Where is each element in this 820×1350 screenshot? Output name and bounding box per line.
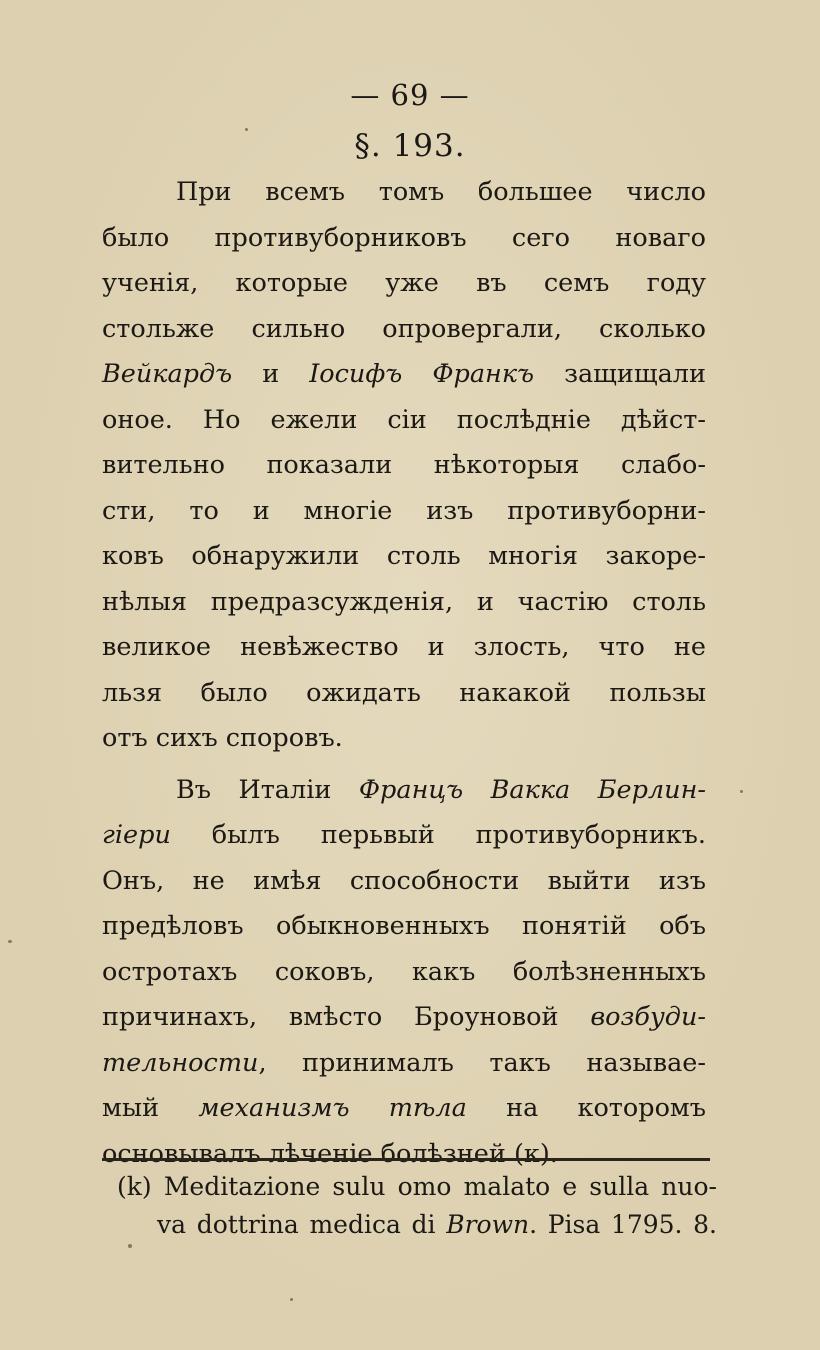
text-line: При всемъ томъ большее число [176, 177, 706, 207]
term-body-mechanism: механизмъ тѣла [198, 1093, 467, 1123]
paper-speck [128, 1244, 132, 1248]
text-line: остротахъ соковъ, какъ болѣзненныхъ [102, 956, 706, 987]
name-joseph-frank: Іосифъ Франкъ [309, 359, 535, 389]
name-brown: Brown [446, 1210, 530, 1239]
text-line [102, 1041, 706, 1087]
text-line [102, 1086, 706, 1132]
text-line: ковъ обнаружили столь многія закоре- [102, 541, 706, 571]
paper-speck [245, 128, 248, 131]
text-line: оное. Но ежели сіи послѣдніе дѣйст- [102, 404, 706, 435]
text-line: Онъ, не имѣя способности выйти изъ [102, 865, 706, 896]
text-fragment: причинахъ, вмѣсто Броуновой [102, 1002, 591, 1032]
name-fragment: гіери [102, 820, 171, 850]
text-fragment: защищали [534, 359, 706, 389]
footnote-line: (k) Meditazione sulu omo malato e sulla nuo- [117, 1172, 717, 1201]
paper-speck [740, 790, 743, 793]
text-fragment: va dottrina medica di [157, 1210, 447, 1239]
term-excitability-end: тельности [102, 1047, 259, 1078]
text-fragment: и [232, 359, 310, 389]
text-line [102, 768, 706, 814]
text-fragment: былъ перьвый противуборникъ. [170, 820, 706, 850]
text-line: великое невѣжество и злость, что не [102, 632, 706, 662]
footnote-rule [102, 1158, 710, 1161]
text-line [102, 995, 706, 1041]
main-text [102, 170, 706, 1177]
text-line: ученія, которые уже въ семъ году [102, 268, 706, 298]
text-line: предѣловъ обыкновенныхъ понятій объ [102, 911, 706, 941]
footnote [117, 1168, 717, 1244]
text-fragment: на которомъ [466, 1093, 706, 1123]
footnote-line [117, 1206, 717, 1244]
text-line: было противуборниковъ сего новаго [102, 222, 706, 253]
text-fragment: , принималъ такъ называе- [258, 1047, 706, 1078]
text-fragment: мый [102, 1093, 199, 1123]
text-line: льзя было ожидать накакой пользы [102, 677, 706, 708]
text-fragment: . Pisa 1795. 8. [529, 1210, 717, 1239]
page-number-header: — 69 — [350, 78, 470, 112]
text-fragment: Въ Италіи [176, 774, 359, 805]
paper-speck [290, 1298, 293, 1301]
text-line: отъ сихъ споровъ. [102, 723, 343, 753]
section-heading: §. 193. [354, 128, 466, 164]
term-excitability: возбуди- [590, 1002, 706, 1032]
text-line: вительно показали нѣкоторыя слабо- [102, 450, 706, 480]
text-line [102, 352, 706, 398]
text-line: нѣлыя предразсужденія, и частію столь [102, 586, 706, 617]
text-line: основывалъ лѣченіе болѣзней (к). [102, 1138, 558, 1169]
name-weikard: Вейкардъ [102, 359, 233, 389]
text-line: сти, то и многіе изъ противуборни- [102, 495, 706, 526]
text-line: стольже сильно опровергали, сколько [102, 313, 706, 344]
name-vacca-berlinghieri: Францъ Вакка Берлин- [358, 774, 706, 805]
text-line [102, 813, 706, 859]
paper-speck [8, 940, 12, 943]
